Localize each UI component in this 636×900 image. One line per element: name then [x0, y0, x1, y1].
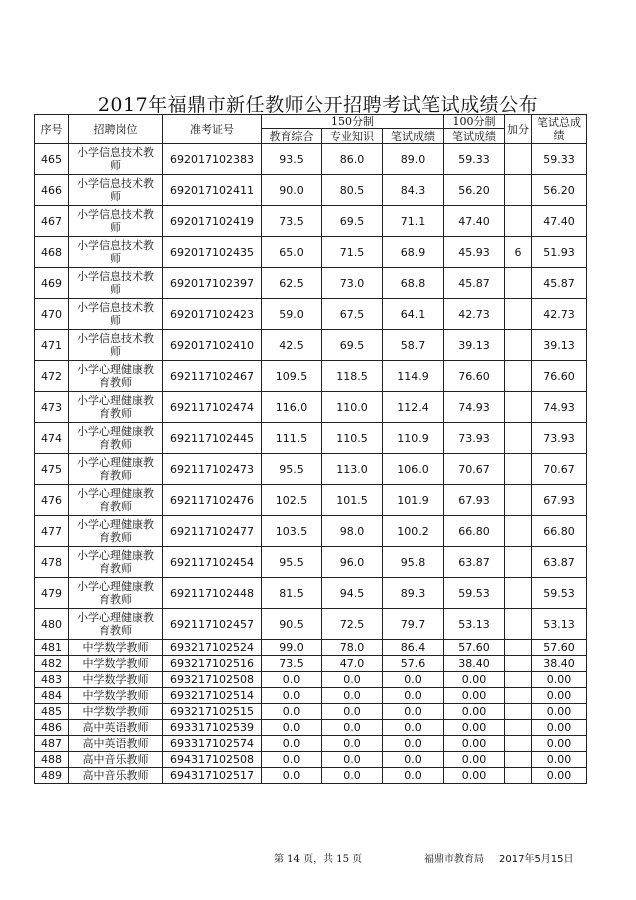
- cell-written150: 100.2: [383, 516, 444, 547]
- cell-bonus: [505, 688, 532, 704]
- cell-written100: 63.87: [444, 547, 505, 578]
- cell-major: 96.0: [322, 547, 383, 578]
- cell-edu: 95.5: [262, 547, 322, 578]
- cell-major: 71.5: [322, 237, 383, 268]
- cell-written100: 76.60: [444, 361, 505, 392]
- header-position: 招聘岗位: [69, 115, 163, 144]
- cell-edu: 65.0: [262, 237, 322, 268]
- cell-bonus: [505, 423, 532, 454]
- cell-seq: 482: [35, 656, 69, 672]
- cell-total: 56.20: [532, 175, 587, 206]
- cell-ticket: 692117102445: [163, 423, 262, 454]
- cell-written100: 74.93: [444, 392, 505, 423]
- table-row: [35, 656, 587, 672]
- cell-written150: 64.1: [383, 299, 444, 330]
- cell-bonus: [505, 361, 532, 392]
- cell-bonus: [505, 656, 532, 672]
- cell-major: 94.5: [322, 578, 383, 609]
- cell-major: 67.5: [322, 299, 383, 330]
- cell-written150: 68.8: [383, 268, 444, 299]
- cell-major: 69.5: [322, 206, 383, 237]
- cell-seq: 474: [35, 423, 69, 454]
- cell-seq: 471: [35, 330, 69, 361]
- cell-written150: 0.0: [383, 720, 444, 736]
- cell-major: 0.0: [322, 704, 383, 720]
- cell-edu: 111.5: [262, 423, 322, 454]
- page-number: 第 14 页，共 15 页: [274, 854, 363, 865]
- cell-major: 110.5: [322, 423, 383, 454]
- cell-major: 118.5: [322, 361, 383, 392]
- cell-seq: 465: [35, 144, 69, 175]
- cell-edu: 0.0: [262, 704, 322, 720]
- cell-edu: 90.5: [262, 609, 322, 640]
- cell-written100: 0.00: [444, 672, 505, 688]
- cell-written100: 59.33: [444, 144, 505, 175]
- cell-total: 0.00: [532, 672, 587, 688]
- cell-written100: 67.93: [444, 485, 505, 516]
- cell-position: 小学心理健康教育教师: [69, 361, 163, 392]
- cell-edu: 109.5: [262, 361, 322, 392]
- cell-major: 78.0: [322, 640, 383, 656]
- cell-edu: 0.0: [262, 688, 322, 704]
- cell-seq: 479: [35, 578, 69, 609]
- cell-total: 0.00: [532, 768, 587, 784]
- table-row: [35, 268, 587, 299]
- cell-ticket: 693217102515: [163, 704, 262, 720]
- cell-major: 86.0: [322, 144, 383, 175]
- cell-ticket: 694317102508: [163, 752, 262, 768]
- cell-written100: 47.40: [444, 206, 505, 237]
- cell-bonus: [505, 330, 532, 361]
- cell-total: 73.93: [532, 423, 587, 454]
- cell-position: 中学数学教师: [69, 704, 163, 720]
- cell-written150: 68.9: [383, 237, 444, 268]
- cell-position: 中学数学教师: [69, 640, 163, 656]
- cell-written150: 110.9: [383, 423, 444, 454]
- cell-position: 中学数学教师: [69, 656, 163, 672]
- cell-bonus: [505, 640, 532, 656]
- cell-position: 高中英语教师: [69, 720, 163, 736]
- cell-ticket: 692017102397: [163, 268, 262, 299]
- cell-edu: 0.0: [262, 752, 322, 768]
- cell-edu: 116.0: [262, 392, 322, 423]
- table-row: [35, 704, 587, 720]
- cell-position: 小学心理健康教育教师: [69, 547, 163, 578]
- cell-written150: 0.0: [383, 736, 444, 752]
- cell-edu: 99.0: [262, 640, 322, 656]
- cell-major: 80.5: [322, 175, 383, 206]
- cell-position: 小学心理健康教育教师: [69, 516, 163, 547]
- cell-bonus: [505, 704, 532, 720]
- cell-written150: 0.0: [383, 768, 444, 784]
- cell-seq: 466: [35, 175, 69, 206]
- table-row: [35, 609, 587, 640]
- cell-total: 38.40: [532, 656, 587, 672]
- cell-seq: 485: [35, 704, 69, 720]
- cell-total: 57.60: [532, 640, 587, 656]
- cell-major: 69.5: [322, 330, 383, 361]
- cell-seq: 470: [35, 299, 69, 330]
- cell-written100: 59.53: [444, 578, 505, 609]
- table-row: [35, 736, 587, 752]
- cell-written100: 45.87: [444, 268, 505, 299]
- cell-major: 47.0: [322, 656, 383, 672]
- table-row: [35, 516, 587, 547]
- cell-ticket: 692117102457: [163, 609, 262, 640]
- cell-seq: 483: [35, 672, 69, 688]
- cell-position: 小学信息技术教师: [69, 299, 163, 330]
- cell-edu: 81.5: [262, 578, 322, 609]
- cell-ticket: 693217102508: [163, 672, 262, 688]
- cell-position: 小学心理健康教育教师: [69, 485, 163, 516]
- cell-edu: 95.5: [262, 454, 322, 485]
- table-row: [35, 485, 587, 516]
- cell-bonus: [505, 175, 532, 206]
- table-body: [35, 144, 587, 784]
- cell-bonus: [505, 144, 532, 175]
- cell-written100: 39.13: [444, 330, 505, 361]
- cell-total: 0.00: [532, 704, 587, 720]
- cell-bonus: [505, 752, 532, 768]
- cell-bonus: [505, 454, 532, 485]
- cell-written150: 57.6: [383, 656, 444, 672]
- cell-seq: 489: [35, 768, 69, 784]
- cell-position: 小学信息技术教师: [69, 268, 163, 299]
- cell-position: 小学信息技术教师: [69, 206, 163, 237]
- cell-ticket: 692017102419: [163, 206, 262, 237]
- cell-written150: 95.8: [383, 547, 444, 578]
- cell-total: 53.13: [532, 609, 587, 640]
- cell-written150: 0.0: [383, 672, 444, 688]
- cell-written100: 53.13: [444, 609, 505, 640]
- cell-total: 74.93: [532, 392, 587, 423]
- cell-written100: 0.00: [444, 720, 505, 736]
- cell-seq: 488: [35, 752, 69, 768]
- cell-written150: 84.3: [383, 175, 444, 206]
- cell-seq: 467: [35, 206, 69, 237]
- cell-major: 73.0: [322, 268, 383, 299]
- cell-written100: 70.67: [444, 454, 505, 485]
- cell-position: 小学心理健康教育教师: [69, 423, 163, 454]
- cell-bonus: [505, 768, 532, 784]
- cell-written100: 0.00: [444, 768, 505, 784]
- cell-position: 小学心理健康教育教师: [69, 609, 163, 640]
- cell-major: 0.0: [322, 672, 383, 688]
- cell-ticket: 692017102383: [163, 144, 262, 175]
- cell-position: 小学信息技术教师: [69, 330, 163, 361]
- cell-bonus: [505, 547, 532, 578]
- cell-written100: 0.00: [444, 736, 505, 752]
- cell-total: 59.33: [532, 144, 587, 175]
- cell-bonus: [505, 485, 532, 516]
- cell-written150: 86.4: [383, 640, 444, 656]
- table-row: [35, 688, 587, 704]
- page-title: 2017年福鼎市新任教师公开招聘考试笔试成绩公布: [97, 94, 539, 116]
- cell-position: 小学心理健康教育教师: [69, 392, 163, 423]
- cell-position: 小学心理健康教育教师: [69, 454, 163, 485]
- cell-edu: 90.0: [262, 175, 322, 206]
- cell-total: 0.00: [532, 736, 587, 752]
- cell-written100: 0.00: [444, 704, 505, 720]
- header-seq: 序号: [35, 115, 69, 144]
- cell-total: 67.93: [532, 485, 587, 516]
- cell-ticket: 692017102435: [163, 237, 262, 268]
- cell-written100: 45.93: [444, 237, 505, 268]
- table-row: [35, 299, 587, 330]
- cell-ticket: 692017102410: [163, 330, 262, 361]
- header-total: 笔试总成绩: [532, 115, 587, 144]
- cell-total: 76.60: [532, 361, 587, 392]
- cell-seq: 476: [35, 485, 69, 516]
- header-ticket: 准考证号: [163, 115, 262, 144]
- cell-bonus: [505, 720, 532, 736]
- cell-written150: 112.4: [383, 392, 444, 423]
- cell-ticket: 692117102473: [163, 454, 262, 485]
- table-row: [35, 578, 587, 609]
- cell-written150: 0.0: [383, 704, 444, 720]
- table-row: [35, 237, 587, 268]
- table-row: [35, 454, 587, 485]
- cell-written100: 57.60: [444, 640, 505, 656]
- header-group-100: 100分制: [444, 115, 505, 129]
- cell-edu: 102.5: [262, 485, 322, 516]
- cell-ticket: 692117102454: [163, 547, 262, 578]
- table-row: [35, 423, 587, 454]
- header-written-100: 笔试成绩: [444, 129, 505, 144]
- cell-bonus: 6: [505, 237, 532, 268]
- cell-total: 0.00: [532, 688, 587, 704]
- cell-total: 51.93: [532, 237, 587, 268]
- cell-major: 0.0: [322, 736, 383, 752]
- cell-written150: 89.0: [383, 144, 444, 175]
- cell-written150: 106.0: [383, 454, 444, 485]
- cell-ticket: 692117102477: [163, 516, 262, 547]
- cell-edu: 0.0: [262, 672, 322, 688]
- cell-ticket: 692117102448: [163, 578, 262, 609]
- cell-major: 0.0: [322, 720, 383, 736]
- cell-edu: 59.0: [262, 299, 322, 330]
- cell-ticket: 693217102514: [163, 688, 262, 704]
- cell-seq: 469: [35, 268, 69, 299]
- scores-table: [34, 114, 587, 784]
- cell-position: 小学信息技术教师: [69, 144, 163, 175]
- table-row: [35, 752, 587, 768]
- cell-bonus: [505, 609, 532, 640]
- cell-ticket: 693317102539: [163, 720, 262, 736]
- cell-edu: 73.5: [262, 656, 322, 672]
- cell-written100: 42.73: [444, 299, 505, 330]
- cell-bonus: [505, 392, 532, 423]
- cell-seq: 468: [35, 237, 69, 268]
- cell-ticket: 693217102524: [163, 640, 262, 656]
- cell-bonus: [505, 516, 532, 547]
- cell-position: 小学信息技术教师: [69, 175, 163, 206]
- cell-major: 0.0: [322, 688, 383, 704]
- header-group-150: 150分制: [262, 115, 444, 129]
- cell-bonus: [505, 299, 532, 330]
- cell-seq: 472: [35, 361, 69, 392]
- cell-seq: 475: [35, 454, 69, 485]
- cell-bonus: [505, 206, 532, 237]
- cell-written100: 38.40: [444, 656, 505, 672]
- cell-bonus: [505, 672, 532, 688]
- cell-position: 中学数学教师: [69, 672, 163, 688]
- cell-seq: 487: [35, 736, 69, 752]
- cell-written150: 114.9: [383, 361, 444, 392]
- cell-written100: 73.93: [444, 423, 505, 454]
- cell-total: 42.73: [532, 299, 587, 330]
- cell-total: 0.00: [532, 752, 587, 768]
- table-row: [35, 640, 587, 656]
- cell-written150: 101.9: [383, 485, 444, 516]
- cell-bonus: [505, 736, 532, 752]
- header-major: 专业知识: [322, 129, 383, 144]
- cell-seq: 477: [35, 516, 69, 547]
- cell-position: 高中音乐教师: [69, 752, 163, 768]
- cell-edu: 93.5: [262, 144, 322, 175]
- cell-seq: 486: [35, 720, 69, 736]
- cell-total: 39.13: [532, 330, 587, 361]
- table-row: [35, 392, 587, 423]
- cell-major: 110.0: [322, 392, 383, 423]
- cell-major: 0.0: [322, 752, 383, 768]
- cell-position: 小学信息技术教师: [69, 237, 163, 268]
- cell-ticket: 693317102574: [163, 736, 262, 752]
- cell-ticket: 694317102517: [163, 768, 262, 784]
- cell-major: 101.5: [322, 485, 383, 516]
- cell-written100: 56.20: [444, 175, 505, 206]
- cell-edu: 0.0: [262, 768, 322, 784]
- cell-written100: 0.00: [444, 688, 505, 704]
- cell-bonus: [505, 578, 532, 609]
- cell-seq: 484: [35, 688, 69, 704]
- cell-ticket: 692117102474: [163, 392, 262, 423]
- cell-written100: 0.00: [444, 752, 505, 768]
- header-edu: 教育综合: [262, 129, 322, 144]
- cell-ticket: 692117102467: [163, 361, 262, 392]
- cell-total: 47.40: [532, 206, 587, 237]
- cell-edu: 42.5: [262, 330, 322, 361]
- cell-written100: 66.80: [444, 516, 505, 547]
- cell-edu: 0.0: [262, 736, 322, 752]
- header-bonus: 加分: [505, 115, 532, 144]
- cell-total: 63.87: [532, 547, 587, 578]
- issue-date: 2017年5月15日: [499, 854, 574, 865]
- cell-written150: 79.7: [383, 609, 444, 640]
- table-row: [35, 720, 587, 736]
- issuing-organization: 福鼎市教育局: [424, 854, 484, 865]
- cell-major: 113.0: [322, 454, 383, 485]
- cell-edu: 103.5: [262, 516, 322, 547]
- cell-position: 高中音乐教师: [69, 768, 163, 784]
- cell-total: 45.87: [532, 268, 587, 299]
- cell-ticket: 692117102476: [163, 485, 262, 516]
- cell-total: 70.67: [532, 454, 587, 485]
- cell-written150: 89.3: [383, 578, 444, 609]
- cell-seq: 473: [35, 392, 69, 423]
- cell-edu: 62.5: [262, 268, 322, 299]
- cell-edu: 0.0: [262, 720, 322, 736]
- cell-written150: 71.1: [383, 206, 444, 237]
- cell-written150: 58.7: [383, 330, 444, 361]
- header-written-150: 笔试成绩: [383, 129, 444, 144]
- cell-ticket: 692017102423: [163, 299, 262, 330]
- table-row: [35, 768, 587, 784]
- cell-bonus: [505, 268, 532, 299]
- cell-ticket: 692017102411: [163, 175, 262, 206]
- cell-position: 高中英语教师: [69, 736, 163, 752]
- cell-major: 0.0: [322, 768, 383, 784]
- cell-edu: 73.5: [262, 206, 322, 237]
- cell-major: 98.0: [322, 516, 383, 547]
- table-row: [35, 206, 587, 237]
- cell-position: 中学数学教师: [69, 688, 163, 704]
- cell-written150: 0.0: [383, 688, 444, 704]
- cell-seq: 478: [35, 547, 69, 578]
- table-row: [35, 175, 587, 206]
- cell-total: 66.80: [532, 516, 587, 547]
- cell-total: 59.53: [532, 578, 587, 609]
- cell-written150: 0.0: [383, 752, 444, 768]
- table-row: [35, 361, 587, 392]
- cell-major: 72.5: [322, 609, 383, 640]
- cell-ticket: 693217102516: [163, 656, 262, 672]
- table-row: [35, 330, 587, 361]
- table-row: [35, 547, 587, 578]
- table-row: [35, 144, 587, 175]
- cell-position: 小学心理健康教育教师: [69, 578, 163, 609]
- cell-seq: 481: [35, 640, 69, 656]
- cell-total: 0.00: [532, 720, 587, 736]
- table-row: [35, 672, 587, 688]
- cell-seq: 480: [35, 609, 69, 640]
